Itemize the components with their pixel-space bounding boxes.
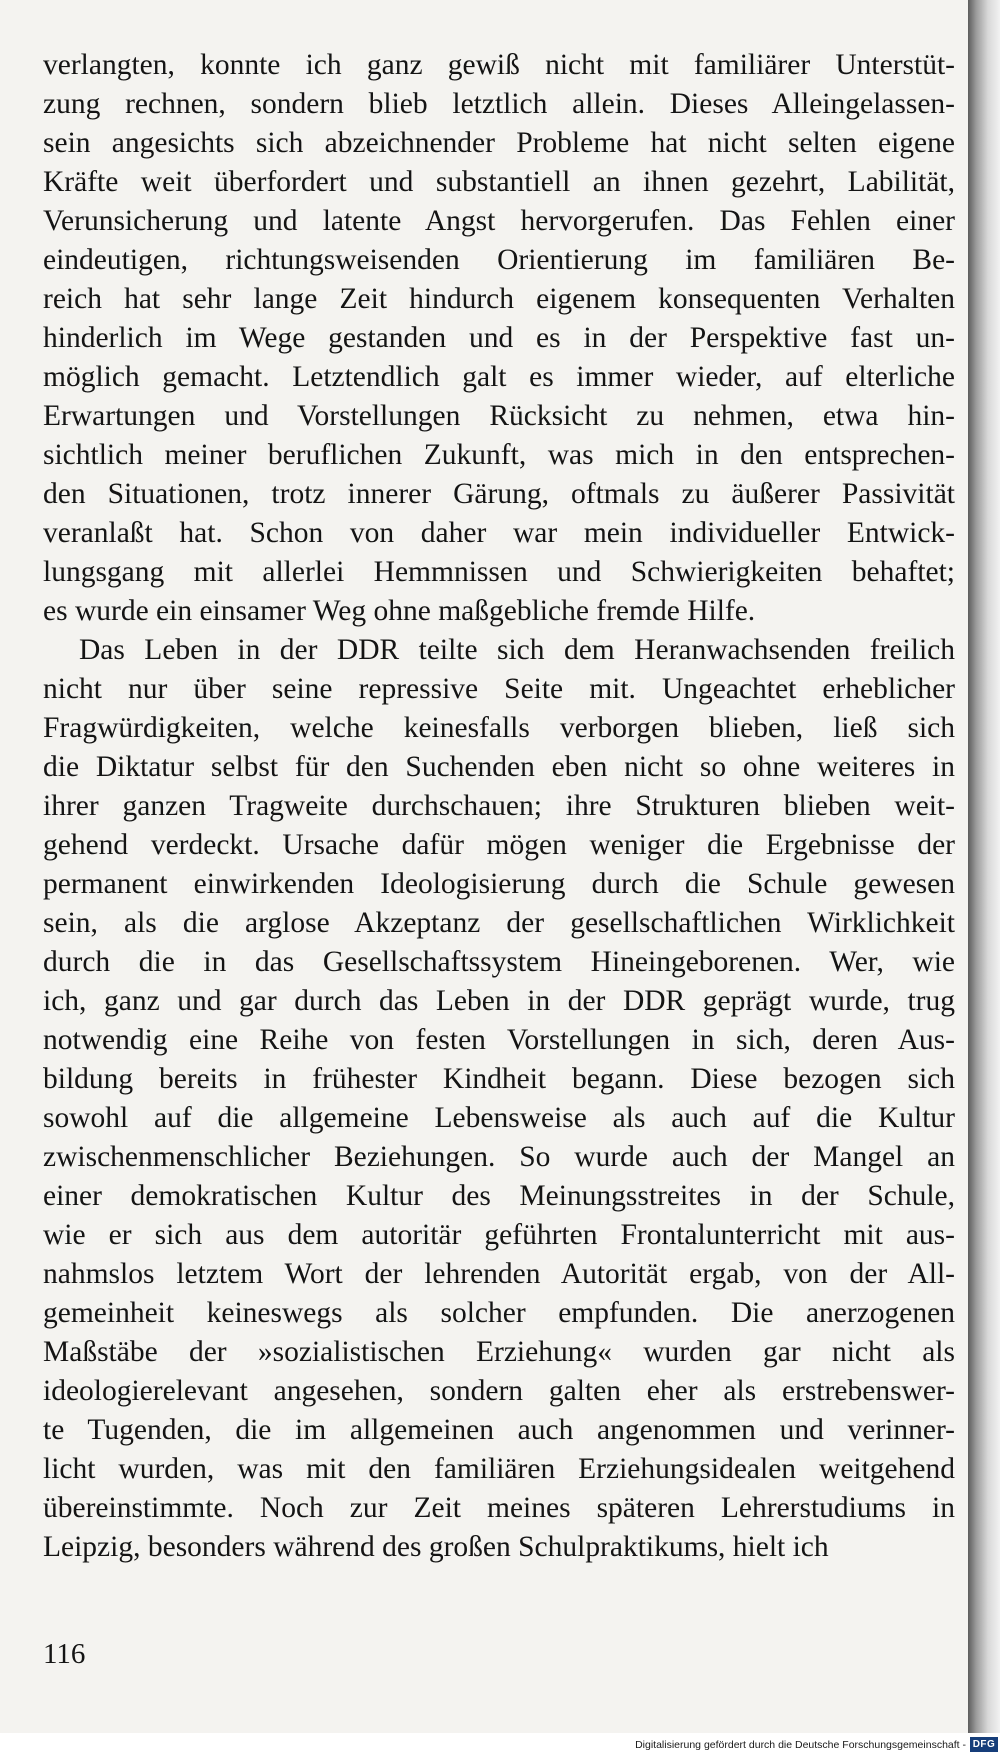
text-line: hinderlich im Wege gestanden und es in der Perspektive fast un- xyxy=(43,322,955,354)
text-line: sein, als die arglose Akzeptanz der gesellschaftlichen Wirklichkeit xyxy=(43,907,955,939)
text-line: Verunsicherung und latente Angst hervorgerufen. Das Fehlen einer xyxy=(43,205,955,237)
page-edge-shadow xyxy=(968,0,1000,1733)
text-line: ihrer ganzen Tragweite durchschauen; ihre Strukturen blieben weit- xyxy=(43,790,955,822)
text-line: zwischenmenschlicher Beziehungen. So wurde auch der Mangel an xyxy=(43,1141,955,1173)
text-line: veranlaßt hat. Schon von daher war mein individueller Entwick- xyxy=(43,517,955,549)
text-line: Fragwürdigkeiten, welche keinesfalls verborgen blieben, ließ sich xyxy=(43,712,955,744)
text-line: Maßstäbe der »sozialistischen Erziehung« wurden gar nicht als xyxy=(43,1336,955,1368)
footer-credit: Digitalisierung gefördert durch die Deutsche Forschungsgemeinschaft - xyxy=(635,1739,966,1751)
text-line: es wurde ein einsamer Weg ohne maßgebliche fremde Hilfe. xyxy=(43,595,756,627)
text-line: gehend verdeckt. Ursache dafür mögen weniger die Ergebnisse der xyxy=(43,829,955,861)
text-line: möglich gemacht. Letztendlich galt es immer wieder, auf elterliche xyxy=(43,361,955,393)
text-line: sein angesichts sich abzeichnender Probleme hat nicht selten eigene xyxy=(43,127,955,159)
text-line: gemeinheit keineswegs als solcher empfunden. Die anerzogenen xyxy=(43,1297,955,1329)
text-line: übereinstimmte. Noch zur Zeit meines späteren Lehrerstudiums in xyxy=(43,1492,955,1524)
text-line: te Tugenden, die im allgemeinen auch angenommen und verinner- xyxy=(43,1414,955,1446)
text-line: ich, ganz und gar durch das Leben in der DDR geprägt wurde, trug xyxy=(43,985,955,1017)
text-line: permanent einwirkenden Ideologisierung durch die Schule gewesen xyxy=(43,868,955,900)
body-text xyxy=(43,46,955,1567)
text-line: die Diktatur selbst für den Suchenden eben nicht so ohne weiteres in xyxy=(43,751,955,783)
text-line: Kräfte weit überfordert und substantiell an ihnen gezehrt, Labilität, xyxy=(43,166,955,198)
text-line: wie er sich aus dem autoritär geführten Frontalunterricht mit aus- xyxy=(43,1219,955,1251)
text-line: nicht nur über seine repressive Seite mit. Ungeachtet erheblicher xyxy=(43,673,955,705)
text-line: verlangten, konnte ich ganz gewiß nicht mit familiärer Unterstüt- xyxy=(43,49,955,81)
text-line: reich hat sehr lange Zeit hindurch eigenem konsequenten Verhalten xyxy=(43,283,955,315)
text-line: Erwartungen und Vorstellungen Rücksicht zu nehmen, etwa hin- xyxy=(43,400,955,432)
text-line: durch die in das Gesellschaftssystem Hineingeborenen. Wer, wie xyxy=(43,946,955,978)
footer-strip xyxy=(0,1733,1000,1756)
text-line: nahmslos letztem Wort der lehrenden Autorität ergab, von der All- xyxy=(43,1258,955,1290)
text-line: ideologierelevant angesehen, sondern galten eher als erstrebenswer- xyxy=(43,1375,955,1407)
text-line: notwendig eine Reihe von festen Vorstellungen in sich, deren Aus- xyxy=(43,1024,955,1056)
text-line: einer demokratischen Kultur des Meinungsstreites in der Schule, xyxy=(43,1180,955,1212)
text-line: sowohl auf die allgemeine Lebensweise als auch auf die Kultur xyxy=(43,1102,955,1134)
text-line: zung rechnen, sondern blieb letztlich allein. Dieses Alleingelassen- xyxy=(43,88,955,120)
dfg-logo-badge: DFG xyxy=(970,1737,998,1752)
text-line: Das Leben in der DDR teilte sich dem Heranwachsenden freilich xyxy=(79,634,955,666)
page-number: 116 xyxy=(43,1638,86,1670)
text-line: licht wurden, was mit den familiären Erziehungsidealen weitgehend xyxy=(43,1453,955,1485)
text-line: Leipzig, besonders während des großen Schulpraktikums, hielt ich xyxy=(43,1531,829,1563)
text-line: lungsgang mit allerlei Hemmnissen und Schwierigkeiten behaftet; xyxy=(43,556,955,588)
text-line: sichtlich meiner beruflichen Zukunft, was mich in den entsprechen- xyxy=(43,439,955,471)
text-line: bildung bereits in frühester Kindheit begann. Diese bezogen sich xyxy=(43,1063,955,1095)
text-line: den Situationen, trotz innerer Gärung, oftmals zu äußerer Passivität xyxy=(43,478,955,510)
text-line: eindeutigen, richtungsweisenden Orientierung im familiären Be- xyxy=(43,244,955,276)
